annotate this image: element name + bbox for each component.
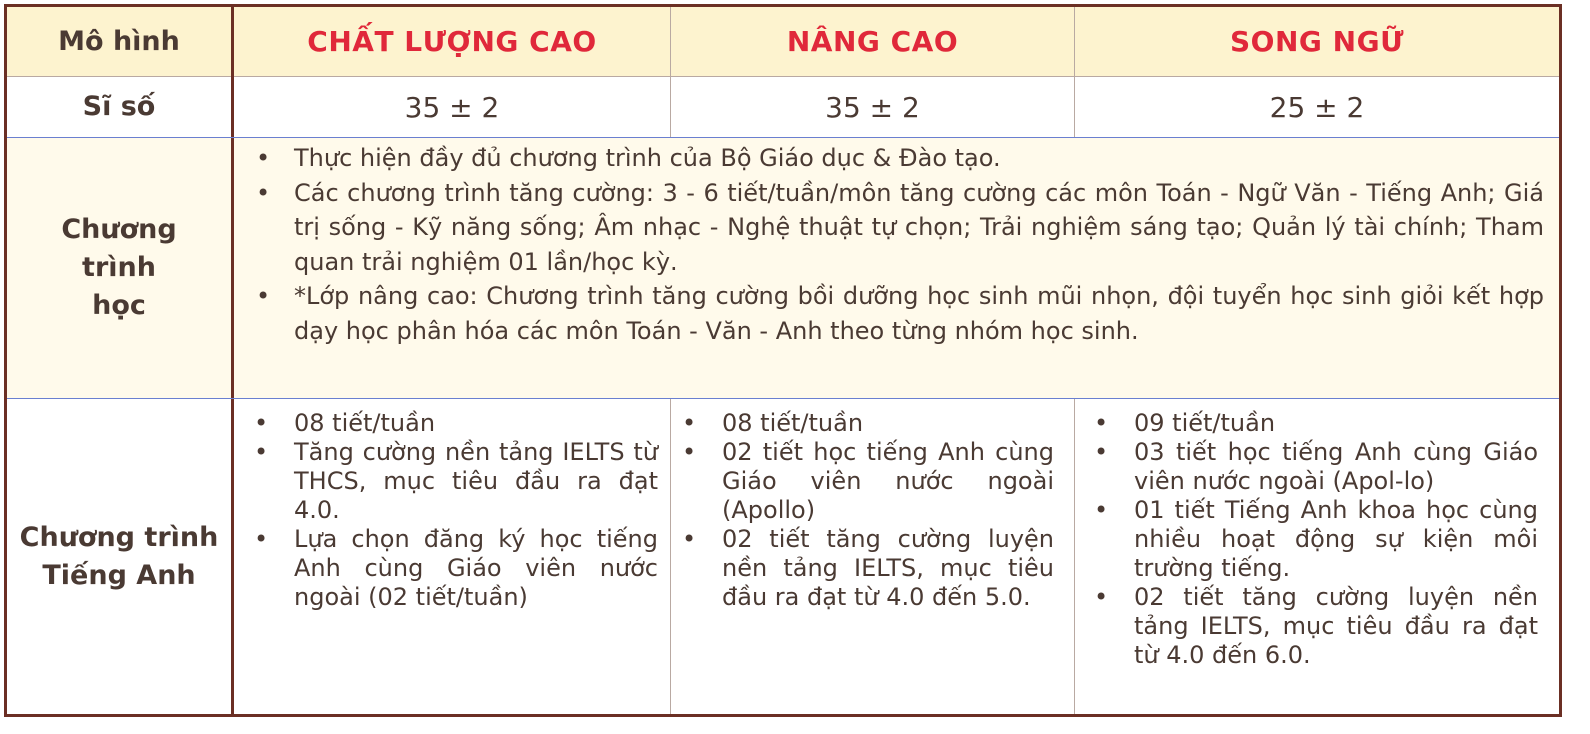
list-item: • Tăng cường nền tảng IELTS từ THCS, mục tiêu đầu ra đạt 4.0. xyxy=(246,438,658,525)
class-size-high-quality: 35 ± 2 xyxy=(404,90,500,124)
list-item: • 03 tiết học tiếng Anh cùng Giáo viên nước ngoài (Apol-lo) xyxy=(1086,438,1538,496)
list-item: • 09 tiết/tuần xyxy=(1086,409,1538,438)
english-label-line2: Tiếng Anh xyxy=(42,559,196,591)
list-item: • 08 tiết/tuần xyxy=(246,409,658,438)
list-item: • *Lớp nâng cao: Chương trình tăng cường bồi dưỡng học sinh mũi nhọn, đội tuyển học sinh giỏi kết hợp dạy học phân hóa các môn Toán - Văn - Anh theo từng nhóm học sinh. xyxy=(236,279,1544,348)
class-size-bilingual: 25 ± 2 xyxy=(1269,90,1365,124)
list-item: • 02 tiết tăng cường luyện nền tảng IELTS, mục tiêu đầu ra đạt từ 4.0 đến 5.0. xyxy=(674,525,1054,612)
curriculum-label-line2: trình xyxy=(82,252,156,283)
list-item: • Thực hiện đầy đủ chương trình của Bộ Giáo dục & Đào tạo. xyxy=(236,141,1544,176)
class-size-label: Sĩ số xyxy=(82,91,156,122)
list-item: • 01 tiết Tiếng Anh khoa học cùng nhiều hoạt động sự kiện môi trường tiếng. xyxy=(1086,496,1538,583)
list-item: • Các chương trình tăng cường: 3 - 6 tiết/tuần/môn tăng cường các môn Toán - Ngữ Văn - Tiếng Anh; Giá trị sống - Kỹ năng sống; Âm nhạc - Nghệ thuật tự chọn; Trải nghiệm sáng tạo; Quản lý tài chính; Tham quan trải nghiệm 01 lần/học kỳ. xyxy=(236,176,1544,280)
list-item: • 02 tiết tăng cường luyện nền tảng IELTS, mục tiêu đầu ra đạt từ 4.0 đến 6.0. xyxy=(1086,583,1538,670)
model-header-label: Mô hình xyxy=(58,25,180,57)
high-quality-header: CHẤT LƯỢNG CAO xyxy=(307,25,597,58)
list-item: • Lựa chọn đăng ký học tiếng Anh cùng Giáo viên nước ngoài (02 tiết/tuần) xyxy=(246,525,658,612)
table-border xyxy=(4,4,1562,717)
curriculum-label-line1: Chương xyxy=(61,214,177,245)
advanced-header: NÂNG CAO xyxy=(786,25,959,58)
class-size-advanced: 35 ± 2 xyxy=(825,90,920,124)
list-item: • 02 tiết học tiếng Anh cùng Giáo viên nước ngoài (Apollo) xyxy=(674,438,1054,525)
list-item: • 08 tiết/tuần xyxy=(674,409,1054,438)
curriculum-label-line3: học xyxy=(92,290,146,321)
english-label-line1: Chương trình xyxy=(19,521,219,553)
bilingual-header: SONG NGỮ xyxy=(1230,25,1404,58)
